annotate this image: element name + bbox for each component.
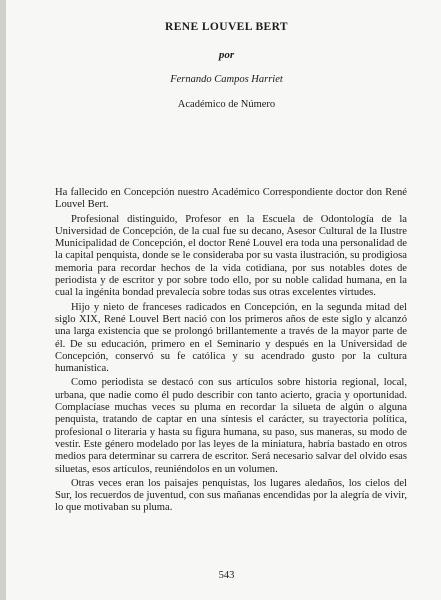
paragraph-4: Como periodista se destacó con sus artículos sobre historia regional, local, urbana, que nadie como él pudo describir con tanto acierto, gracia y oportunidad. Complacíase muchas veces su pluma en recordar la silueta de algún o alguna penquista, tratando de captar en una síntesis el carácter, su trayectoria política, profesional o literaria y hasta su figura humana, su paso, sus maneras, su modo de vestir. Este género modelado por las leyes de la miniatura, habría bastado en otros medios para determinar su carrera de escritor. Será necesario salvar del olvido esas siluetas, esos artículos, reuniéndolos en un volumen.: [55, 377, 407, 475]
byline-por: por: [218, 49, 235, 61]
page-number: 543: [218, 570, 235, 581]
paragraph-5: Otras veces eran los paisajes penquistas, los lugares aledaños, los cielos del Sur, los recuerdos de juventud, con sus mañanas encendidas por la alegría de vivir, lo que motivaban su pluma.: [55, 477, 407, 514]
paragraph-3: Hijo y nieto de franceses radicados en Concepción, en la segunda mitad del siglo XIX, René Louvel Bert nació con los primeros años de este siglo y alcanzó una larga existencia que se prolongó brillantemente a través de la mayor parte de él. De su educación, primero en el Seminario y después en la Universidad de Concepción, conservó su fe católica y su acendrado gusto por la cultura humanística.: [55, 301, 407, 375]
author-role: Académico de Número: [177, 99, 276, 110]
article-title: RENE LOUVEL BERT: [165, 21, 288, 33]
article-body: [55, 187, 407, 517]
paragraph-2: Profesional distinguido, Profesor en la Escuela de Odontología de la Universidad de Concepción, de la cual fue su decano, Asesor Cultural de la Ilustre Municipalidad de Concepción, el doctor René Louvel era toda una personalidad de la capital penquista, donde se le consideraba por su vasta ilustración, su prodigiosa memoria para recordar hechos de la vida cotidiana, por sus notables dotes de periodista y de escritor y por sobre todo ello, por su noble calidad humana, en la cual la ingénita bondad prevalecía sobre todas sus otras excelentes virtudes.: [55, 213, 407, 299]
author-name: Fernando Campos Harriet: [170, 74, 283, 85]
paragraph-1: Ha fallecido en Concepción nuestro Académico Correspondiente doctor don René Louvel Bert.: [55, 187, 407, 211]
